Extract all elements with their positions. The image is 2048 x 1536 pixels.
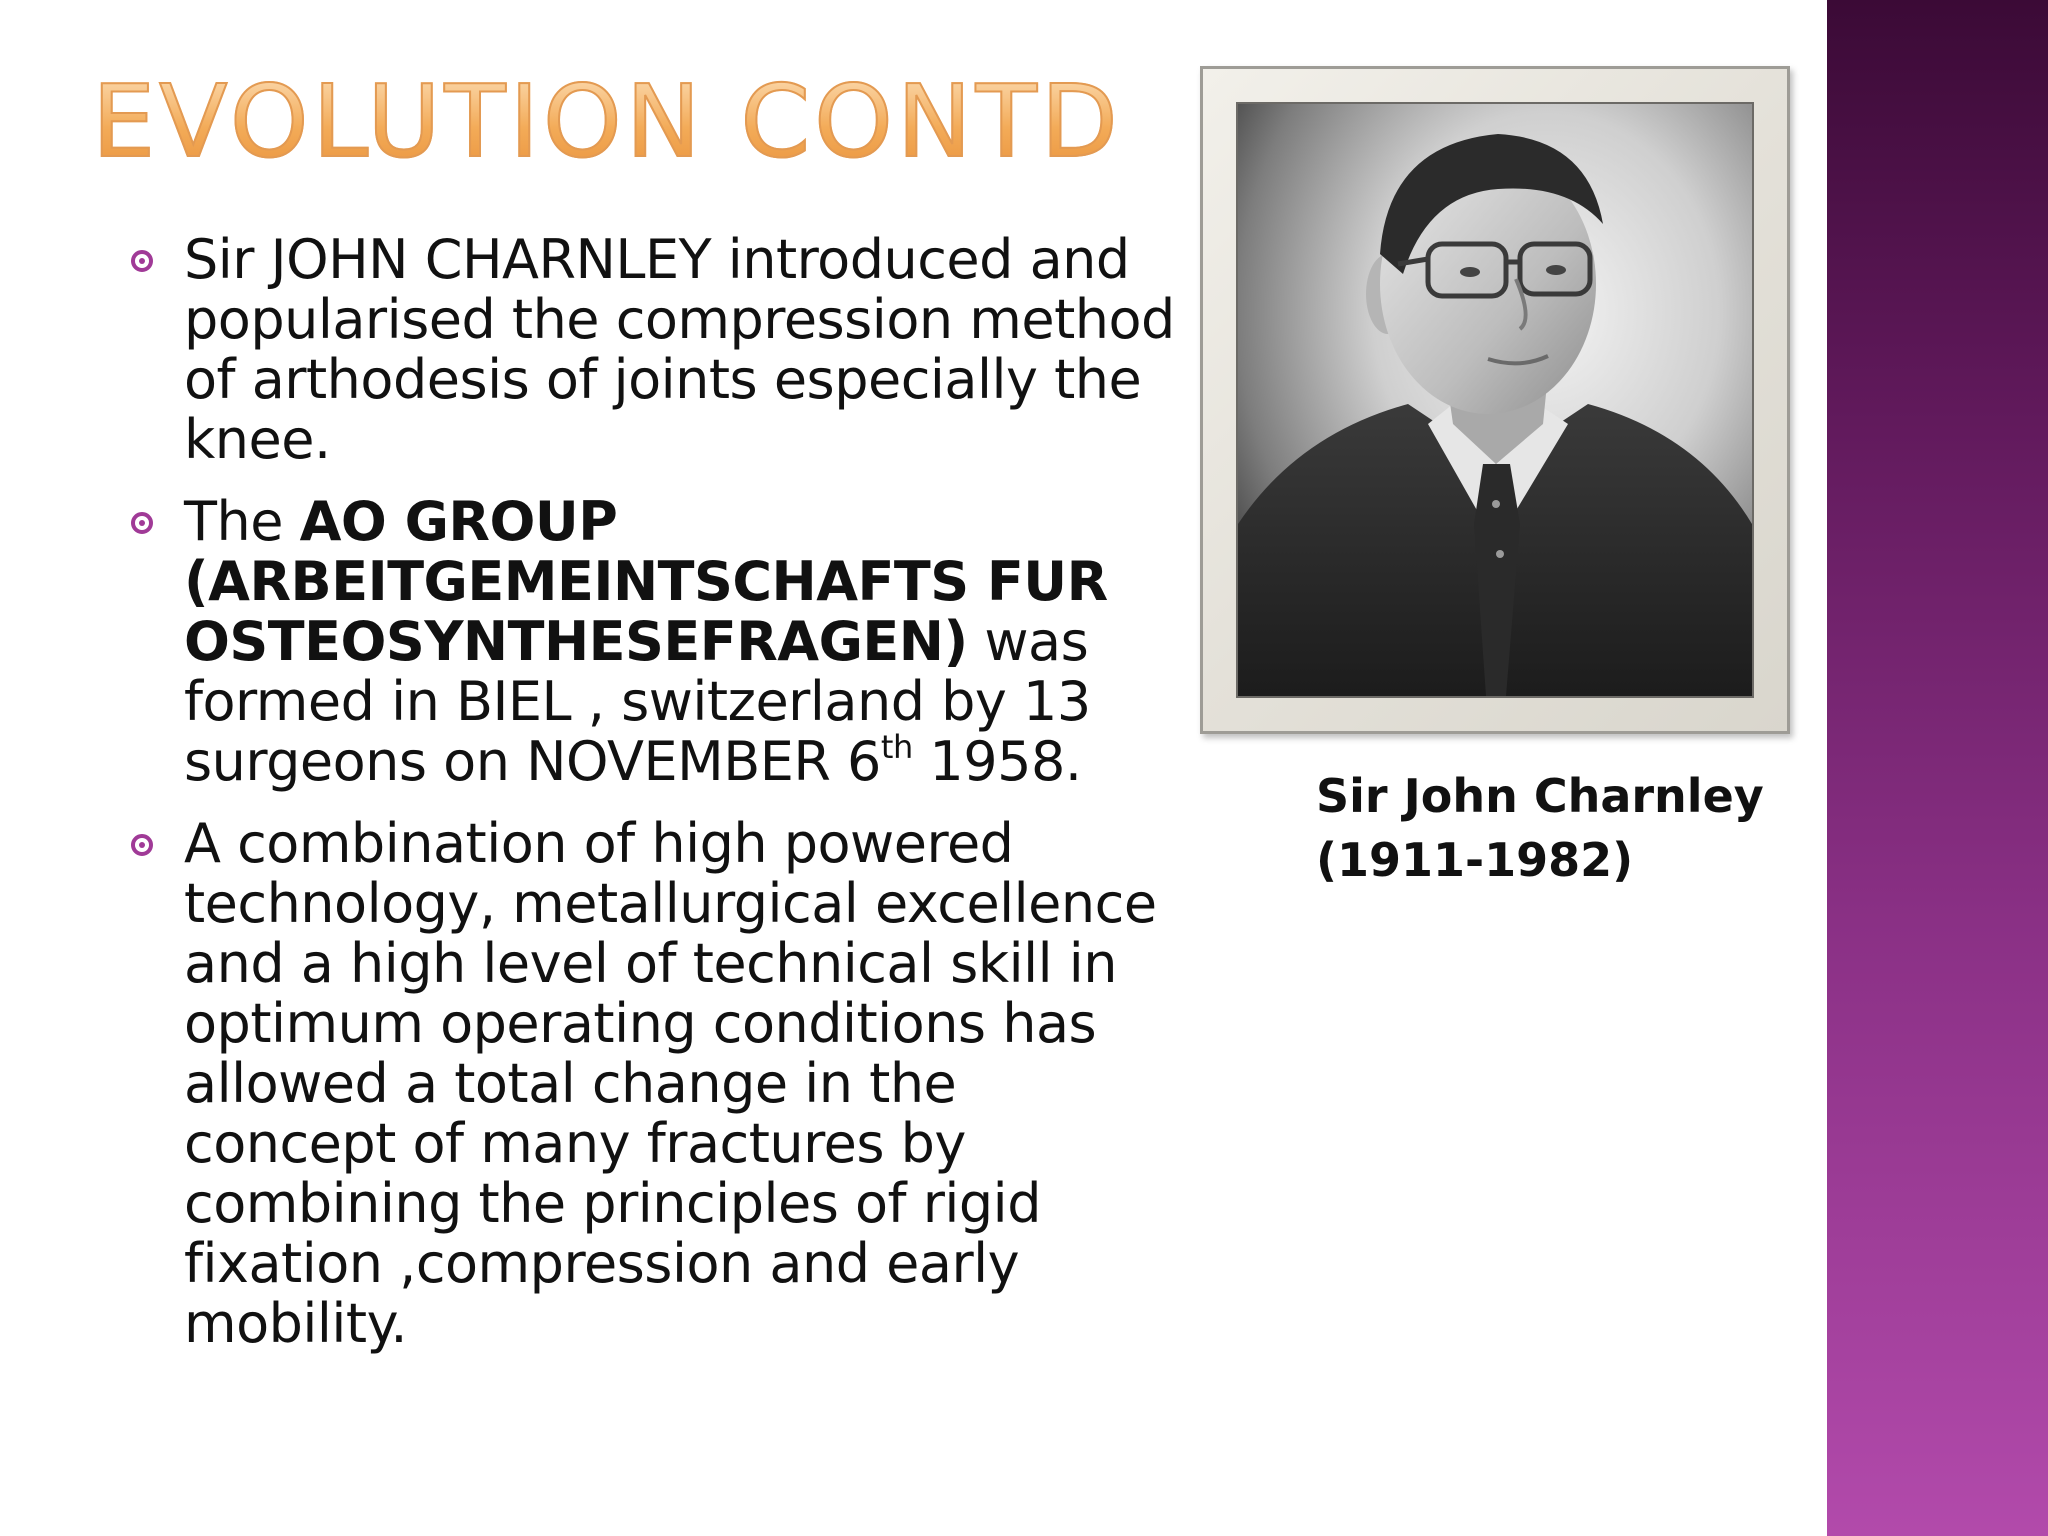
portrait-illustration xyxy=(1238,104,1752,696)
slide-title: EVOLUTION CONTD xyxy=(92,63,1122,180)
bullet-item-charnley xyxy=(128,230,1178,470)
bullet-list xyxy=(128,230,1178,1376)
bullet-text: Sir JOHN CHARNLEY introduced and popularised the compression method of arthodesis of joints especially the knee. xyxy=(184,228,1175,471)
portrait-photo xyxy=(1236,102,1754,698)
bullet-suffix: 1958. xyxy=(912,730,1082,793)
bullet-item-ao-group xyxy=(128,492,1178,792)
bullet-icon xyxy=(131,512,153,534)
ordinal-suffix: th xyxy=(880,728,913,766)
caption-name: Sir John Charnley xyxy=(1316,769,1764,823)
bullet-icon xyxy=(131,250,153,272)
bullet-text: A combination of high powered technology, metallurgical excellence and a high level of technical skill in optimum operating conditions has allowed a total change in the concept of many fractures by combining the principles of rigid fixation ,compression and early mobility. xyxy=(184,812,1157,1355)
photo-frame xyxy=(1200,66,1790,734)
bullet-item-technology xyxy=(128,814,1178,1354)
bullet-body: was formed in BIEL , switzerland by 13 surgeons on NOVEMBER 6 xyxy=(184,610,1091,793)
photo-caption xyxy=(1316,764,1776,892)
bullet-prefix: The xyxy=(184,490,300,553)
bullet-text xyxy=(184,492,1178,792)
bullet-icon xyxy=(131,834,153,856)
side-decorative-band xyxy=(1827,0,2048,1536)
caption-years: (1911-1982) xyxy=(1316,833,1634,887)
bullet-bold-text: AO GROUP (ARBEITGEMEINTSCHAFTS FUR OSTEOSYNTHESEFRAGEN) xyxy=(184,490,1108,673)
